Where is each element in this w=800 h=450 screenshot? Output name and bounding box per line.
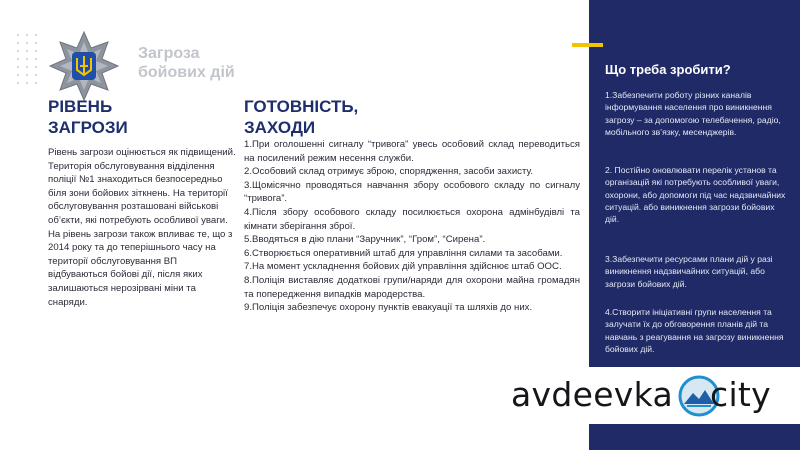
dot [17, 34, 19, 36]
dot [35, 58, 37, 60]
list-item: 6.Створюється оперативний штаб для управління силами та засобами. [244, 247, 563, 259]
dot [17, 42, 19, 44]
list-item: 5.Вводяться в дію плани “Заручник”, “Гром”, “Сирена”. [244, 234, 486, 246]
dot [26, 58, 28, 60]
brand-line-1: Загроза [138, 45, 200, 62]
threat-level-heading-line-2: ЗАГРОЗИ [48, 118, 128, 137]
list-item: 9.Поліція забезпечує охорону пунктів евакуації та шляхів до них. [244, 302, 533, 314]
readiness-heading-line-1: ГОТОВНІСТЬ, [244, 97, 359, 116]
dot [35, 74, 37, 76]
watermark-text-2: city [710, 375, 771, 414]
threat-level-heading-line-1: РІВЕНЬ [48, 97, 113, 116]
dot [35, 42, 37, 44]
dot-grid-decoration [17, 34, 39, 84]
readiness-list [244, 138, 580, 315]
threat-level-paragraph: Рівень загрози оцінюється як підвищений. Територія обслуговування відділення поліції №1 знаходиться безпосередньо біля зони бойових зіткнень. На території обслуговування розташовані військові об’єкти, які потребують особливої уваги. На рівень загрози також впливає те, що з 2014 року та до теперішнього часу на території обслуговування ВП відбуваються бойові дії, після яких залишаються нерозірвані міни та снаряди. [48, 147, 236, 308]
readiness-heading [244, 96, 444, 138]
dot [26, 50, 28, 52]
action-item: 2. Постійно оновлювати перелік установ та організацій які потребують особливої уваги, охорони, або допомоги під час надзвичайних ситуацій. або виникнення загрози бойових дій. [605, 165, 786, 225]
dot [26, 66, 28, 68]
action-item: 1.Забезпечити роботу різних каналів інформування населення про виникнення загрозу – за допомогою телебачення, радіо, мобільного зв’язку, месенджерів. [605, 90, 781, 137]
dot [17, 74, 19, 76]
action-item: 4.Створити ініціативні групи населення та залучати їх до обговорення планів дій та навчань з реагування на загрозу виникнення бойових дій. [605, 307, 784, 354]
dot [26, 34, 28, 36]
accent-bar [572, 43, 603, 47]
dot [17, 82, 19, 84]
dot [17, 66, 19, 68]
dot [26, 42, 28, 44]
dot [17, 50, 19, 52]
police-emblem-icon [48, 30, 120, 102]
dot [26, 82, 28, 84]
dot [35, 66, 37, 68]
dot [35, 50, 37, 52]
readiness-heading-line-2: ЗАХОДИ [244, 118, 316, 137]
action-item: 3.Забезпечити ресурсами плани дій у разі виникнення надзвичайних ситуацій, або загрози бойових дій. [605, 254, 773, 289]
list-item: 2.Особовий склад отримує зброю, спорядження, засоби захисту. [244, 166, 533, 178]
dot [17, 58, 19, 60]
list-item: 3.Щомісячно проводяться навчання збору особового складу по сигналу “тривога”. [244, 179, 580, 205]
dot [35, 34, 37, 36]
dot [26, 74, 28, 76]
list-item: 4.Після збору особового складу посилюється охорона адмінбудівлі та кімнати зберігання зброї. [244, 206, 580, 232]
list-item: 8.Поліція виставляє додаткові групи/наряди для охорони майна громадян та попередження випадків мародерства. [244, 274, 580, 300]
list-item: 1.При оголошенні сигналу “тривога” увесь особовий склад переводиться на посилений режим несення служби. [244, 139, 580, 164]
dot [35, 82, 37, 84]
watermark-text-1: avdeevka [511, 375, 673, 414]
action-panel-title: Що треба зробити? [605, 62, 731, 77]
brand-line-2: бойових дій [138, 64, 235, 81]
threat-level-heading [48, 96, 168, 138]
brand-title [138, 44, 248, 82]
list-item: 7.На момент ускладнення бойових дій управління здійснює штаб ООС. [244, 261, 562, 273]
